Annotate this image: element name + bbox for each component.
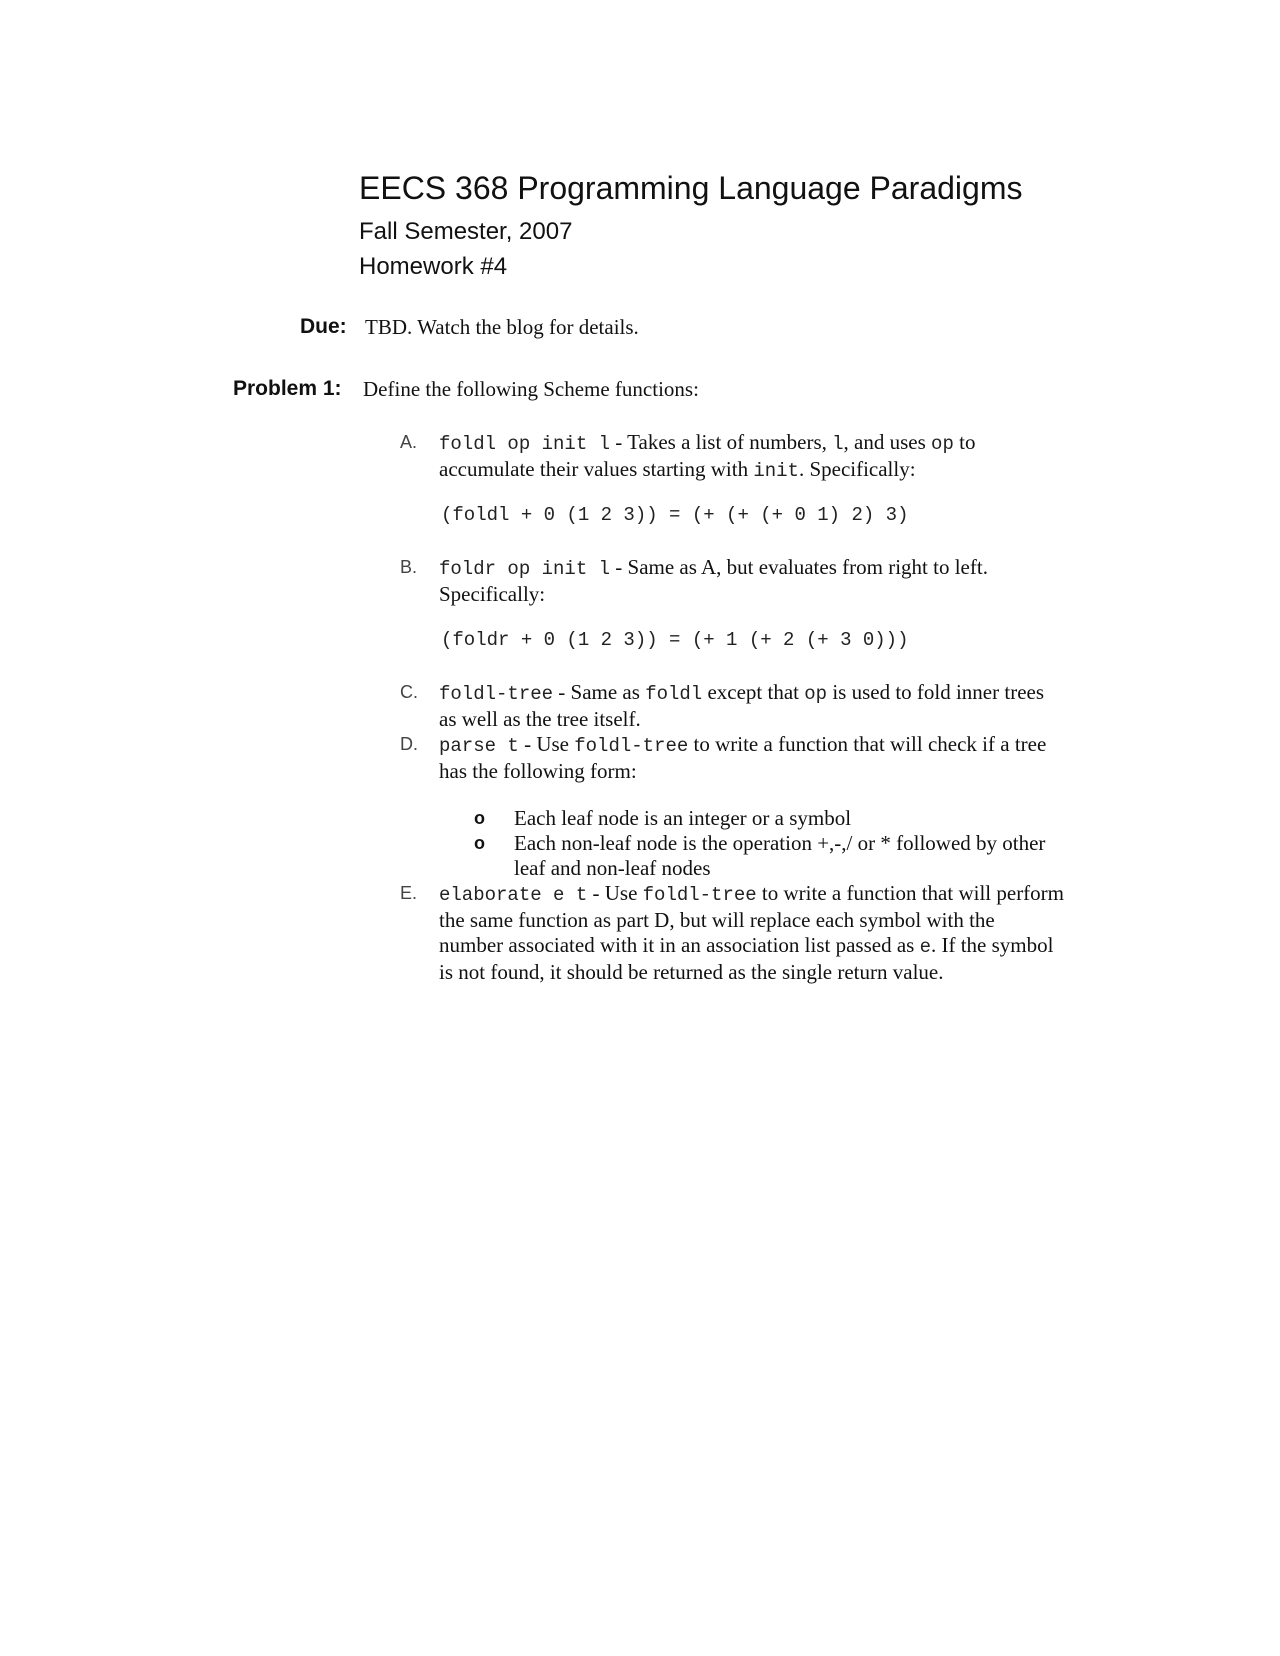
bullet-marker-icon: o: [474, 808, 485, 828]
item-d-signature: parse t: [439, 735, 519, 757]
item-d-letter: D.: [400, 734, 418, 754]
item-e-letter: E.: [400, 883, 418, 903]
bullet-item: Each leaf node is an integer or a symbol: [514, 806, 852, 830]
course-title: EECS 368 Programming Language Paradigms: [359, 170, 1023, 206]
item-c-text: foldl-tree - Same as foldl except that op is used to fold inner trees as well as the tree itself.: [439, 680, 1045, 731]
bullet-marker-icon: o: [474, 833, 485, 853]
due-label: Due:: [300, 315, 347, 338]
item-b-letter: B.: [400, 557, 418, 577]
assignment-number: Homework #4: [359, 253, 508, 280]
bullet-item: Each non-leaf node is the operation +,-,/ or * followed by other leaf and non-leaf nodes: [514, 831, 1046, 880]
item-a-signature: foldl op init l: [439, 433, 611, 455]
due-text: TBD. Watch the blog for details.: [365, 315, 639, 339]
item-a-letter: A.: [400, 432, 418, 452]
semester: Fall Semester, 2007: [359, 218, 573, 245]
item-e-signature: elaborate e t: [439, 884, 588, 906]
item-e-text: elaborate e t - Use foldl-tree to write a function that will perform the same function as part D, but will replace each symbol with the number associated with it in an association list passed as e. If the symbol is not found, it should be returned as the single return value.: [439, 881, 1065, 984]
item-c-signature: foldl-tree: [439, 683, 554, 705]
item-c-letter: C.: [400, 682, 418, 702]
problem-1-label: Problem 1:: [233, 377, 342, 400]
item-a-text: foldl op init l - Takes a list of numbers, l, and uses op to accumulate their values starting with init. Specifically:: [439, 430, 976, 482]
item-a-code-example: (foldl + 0 (1 2 3)) = (+ (+ (+ 0 1) 2) 3): [441, 504, 909, 526]
item-b-code-example: (foldr + 0 (1 2 3)) = (+ 1 (+ 2 (+ 3 0))): [441, 629, 909, 651]
item-b-text: foldr op init l - Same as A, but evaluates from right to left. Specifically:: [439, 555, 988, 606]
problem-1-intro: Define the following Scheme functions:: [363, 377, 699, 401]
item-d-text: parse t - Use foldl-tree to write a function that will check if a tree has the following form:: [439, 732, 1047, 783]
item-b-signature: foldr op init l: [439, 558, 611, 580]
